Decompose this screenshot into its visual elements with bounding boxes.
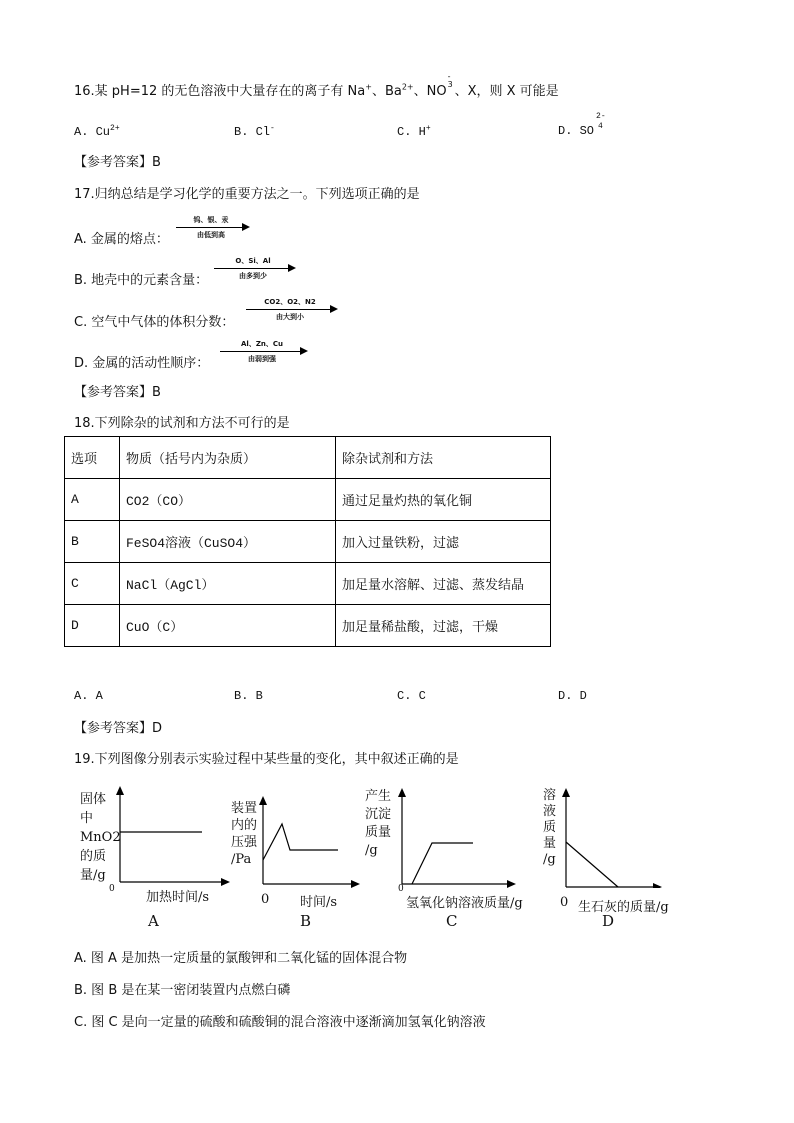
table-header: 物质（括号内为杂质） bbox=[120, 437, 336, 479]
q17-arrow-d: Al、Zn、Cu 由弱到强 bbox=[220, 339, 304, 363]
graph-b-origin: 0 bbox=[261, 892, 270, 907]
q16-answer: 【参考答案】B bbox=[74, 155, 161, 170]
table-header: 除杂试剂和方法 bbox=[336, 437, 551, 479]
table-cell: CuO（C） bbox=[120, 605, 336, 647]
table-cell: 加足量稀盐酸，过滤，干燥 bbox=[336, 605, 551, 647]
graph-c-ylabel: 产生 沉淀 质量 /g bbox=[365, 789, 392, 858]
graph-d-letter: D bbox=[602, 912, 615, 930]
q19-option-c[interactable]: C. 图 C 是向一定量的硫酸和硫酸铜的混合溶液中逐渐滴加氢氧化钠溶液 bbox=[74, 1015, 486, 1030]
q17-arrow-a: 钨、银、汞 由低到高 bbox=[176, 215, 246, 239]
graph-d-line bbox=[566, 842, 618, 887]
q16-option-a[interactable]: A. $Cu^{2+}$ bbox=[74, 124, 120, 139]
graph-a-xlabel: 加热时间/s bbox=[146, 890, 210, 905]
q17-arrow-b: O、Si、Al 由多到少 bbox=[214, 256, 292, 280]
graph-c-axes bbox=[396, 788, 516, 888]
graph-c-line bbox=[412, 843, 473, 884]
q18-option-c[interactable]: C. C bbox=[397, 689, 426, 703]
graph-c-letter: C bbox=[446, 912, 458, 930]
table-cell: C bbox=[65, 563, 120, 605]
q16-option-b[interactable]: B. Cl- bbox=[234, 124, 275, 139]
q17-option-b[interactable]: B. 地壳中的元素含量： bbox=[74, 273, 209, 288]
graph-c-origin: 0 bbox=[398, 884, 404, 894]
q18-option-a[interactable]: A. A bbox=[74, 689, 103, 703]
q17-option-a[interactable]: A. 金属的熔点： bbox=[74, 232, 169, 247]
graph-b-ylabel: 装置 内的 压强 /Pa bbox=[231, 801, 258, 867]
table-header-row bbox=[65, 437, 551, 479]
q17-arrow-c: CO2、O2、N2 由大到小 bbox=[246, 297, 334, 321]
q17-stem: 17.归纳总结是学习化学的重要方法之一。下列选项正确的是 bbox=[74, 187, 420, 202]
q18-table bbox=[64, 436, 551, 647]
table-cell: 加入过量铁粉，过滤 bbox=[336, 521, 551, 563]
table-cell: D bbox=[65, 605, 120, 647]
table-cell: B bbox=[65, 521, 120, 563]
table-header: 选项 bbox=[65, 437, 120, 479]
q16-stem: 16.某 pH=12 的无色溶液中大量存在的离子有 Na+、$Ba^{2+}$、NO - 3 、X，则 X 可能是 bbox=[74, 72, 559, 99]
q18-answer: 【参考答案】D bbox=[74, 721, 163, 736]
table-cell: 通过足量灼热的氧化铜 bbox=[336, 479, 551, 521]
q17-option-d[interactable]: D. 金属的活动性顺序： bbox=[74, 356, 210, 371]
table-cell: FeSO4溶液（CuSO4） bbox=[120, 521, 336, 563]
q17-answer: 【参考答案】B bbox=[74, 385, 161, 400]
q18-option-b[interactable]: B. B bbox=[234, 689, 263, 703]
graph-b-xlabel: 时间/s bbox=[300, 895, 338, 910]
graph-a-letter: A bbox=[148, 912, 159, 930]
q19-option-a[interactable]: A. 图 A 是加热一定质量的氯酸钾和二氧化锰的固体混合物 bbox=[74, 951, 408, 966]
graph-b-line bbox=[263, 824, 338, 860]
graph-b-axes bbox=[256, 796, 360, 892]
table-cell: NaCl（AgCl） bbox=[120, 563, 336, 605]
table-row bbox=[65, 479, 551, 521]
graph-c-xlabel: 氢氧化钠溶液质量/g bbox=[406, 896, 523, 911]
graph-b-letter: B bbox=[300, 912, 312, 930]
q16-option-c[interactable]: C. H+ bbox=[397, 124, 431, 139]
q16-option-d[interactable]: D. SO 2- 4 bbox=[558, 112, 606, 138]
q18-option-d[interactable]: D. D bbox=[558, 689, 587, 703]
graph-d-origin: 0 bbox=[560, 895, 569, 910]
graph-d-xlabel: 生石灰的质量/g bbox=[578, 900, 669, 915]
graph-d-axes bbox=[558, 788, 662, 888]
graph-a-origin: 0 bbox=[109, 884, 115, 894]
table-cell: A bbox=[65, 479, 120, 521]
graph-d-ylabel: 溶 液 质 量 /g bbox=[543, 788, 557, 867]
q18-stem: 18.下列除杂的试剂和方法不可行的是 bbox=[74, 416, 290, 431]
q19-option-b[interactable]: B. 图 B 是在某一密闭装置内点燃白磷 bbox=[74, 983, 291, 998]
graph-a-axes bbox=[110, 786, 230, 896]
table-row bbox=[65, 563, 551, 605]
graph-a-ylabel: 固体 中 MnO2 的质 量/g bbox=[80, 792, 121, 883]
table-cell: CO2（CO） bbox=[120, 479, 336, 521]
table-row bbox=[65, 605, 551, 647]
q17-option-c[interactable]: C. 空气中气体的体积分数： bbox=[74, 315, 235, 330]
q19-stem: 19.下列图像分别表示实验过程中某些量的变化，其中叙述正确的是 bbox=[74, 752, 459, 767]
table-cell: 加足量水溶解、过滤、蒸发结晶 bbox=[336, 563, 551, 605]
table-row bbox=[65, 521, 551, 563]
